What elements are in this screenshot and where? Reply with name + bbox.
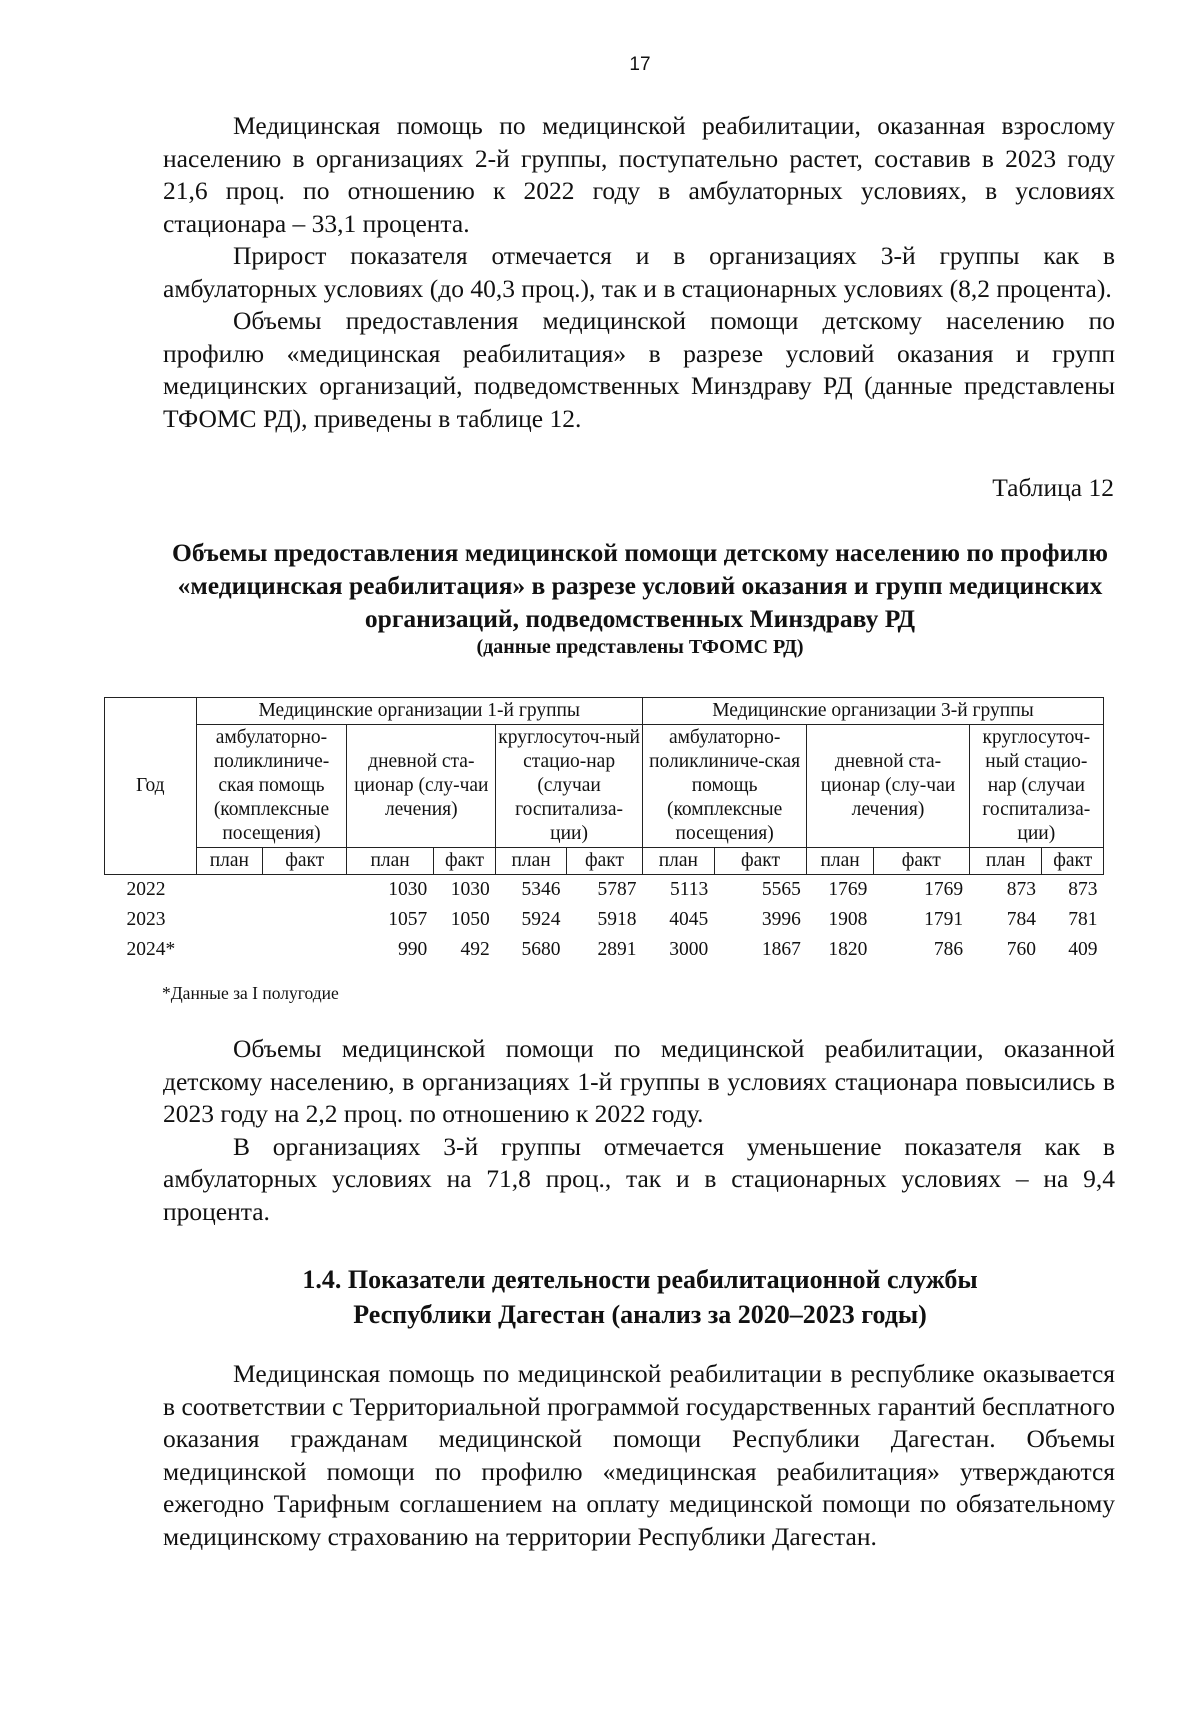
table-row [105,905,1104,935]
paragraph: Медицинская помощь по медицинской реабилитации в республике оказывается в соответствии с Территориальной программой государственных гарантий бесплатного оказания гражданам медицинской помощи Республики Дагестан. Объемы медицинской помощи по профилю «медицинская реабилитация» утверждаются ежегодно Тарифным соглашением на оплату медицинской помощи по обязательному медицинскому страхованию на территории Республики Дагестан. [163,1359,1115,1551]
paragraph: Объемы медицинской помощи по медицинской реабилитации, оказанной детскому населению, в организациях 1-й группы в условиях стационара повысились в 2023 году на 2,2 проц. по отношению к 2022 году. [163,1034,1115,1128]
fact-header: факт [714,848,807,875]
table-title: Объемы предоставления медицинской помощи детскому населению по профилю «медицинская реабилитация» в разрезе условий оказания и групп медицинских организаций, подведомственных Минздраву РД [172,538,1108,633]
cell: 1867 [761,939,801,960]
cell: 784 [1006,909,1036,930]
cell: 5565 [761,879,801,900]
plan-header: план [642,848,714,875]
group3-header: Медицинские организации 3-й группы [642,698,1103,725]
cell: 5787 [597,879,637,900]
sub-header: круглосуточ-ный стацио-нар (случаи госпитализа-ции) [969,725,1103,848]
sub-header: дневной ста-ционар (слу-чаи лечения) [347,725,496,848]
plan-header: план [347,848,433,875]
year-cell: 2024* [126,939,176,960]
paragraph: В организациях 3-й группы отмечается уменьшение показателя как в амбулаторных условиях на 71,8 проц., так и в стационарных условиях – на 9,4 процента. [163,1131,1115,1226]
cell [263,875,347,906]
paragraph: Объемы предоставления медицинской помощи детскому населению по профилю «медицинская реабилитация» в разрезе условий оказания и групп медицинских организаций, подведомственных Минздраву РД (данные представлены ТФОМС РД), приведены в таблице 12. [163,306,1115,433]
table-label: Таблица 12 [992,473,1114,502]
fact-header: факт [263,848,347,875]
cell: 1791 [924,909,964,930]
cell: 5346 [521,879,561,900]
cell: 3996 [761,909,801,930]
intro-text [163,110,1115,435]
plan-header: план [196,848,263,875]
cell: 2891 [597,939,637,960]
fact-header: факт [1042,848,1104,875]
paragraph: Прирост показателя отмечается и в организациях 3-й группы как в амбулаторных условиях (до 40,3 проц.), так и в стационарных условиях (8,2 процента). [163,241,1115,303]
after-table-text [163,1033,1115,1228]
table-row [105,875,1104,906]
plan-header: план [496,848,567,875]
section-heading [160,1262,1120,1332]
cell: 3000 [669,939,709,960]
cell [196,935,263,965]
cell: 1820 [828,939,868,960]
cell: 873 [1006,879,1036,900]
cell: 1030 [388,879,428,900]
cell: 5680 [521,939,561,960]
cell [263,905,347,935]
paragraph: Медицинская помощь по медицинской реабилитации, оказанная взрослому населению в организациях 2-й группы, поступательно растет, составив в 2023 году 21,6 проц. по отношению к 2022 году в амбулаторных условиях, в условиях стационара – 33,1 процента. [163,111,1115,238]
section-heading-line: Республики Дагестан (анализ за 2020–2023 годы) [353,1300,927,1329]
cell: 1030 [450,879,490,900]
sub-header: амбулаторно-поликлиниче-ская помощь (комплексные посещения) [642,725,806,848]
cell: 492 [460,939,490,960]
cell [196,875,263,906]
fact-header: факт [433,848,495,875]
table-subtitle: (данные представлены ТФОМС РД) [476,636,804,658]
plan-header: план [807,848,874,875]
year-cell: 2023 [126,909,166,930]
cell [196,905,263,935]
cell: 873 [1068,879,1098,900]
sub-header: амбулаторно-поликлиниче-ская помощь (комплексные посещения) [196,725,347,848]
cell: 990 [398,939,428,960]
cell: 781 [1068,909,1098,930]
cell: 409 [1068,939,1098,960]
group1-header: Медицинские организации 1-й группы [196,698,642,725]
sub-header: дневной ста-ционар (слу-чаи лечения) [807,725,969,848]
cell: 1057 [388,909,428,930]
table-row [105,935,1104,965]
cell: 1769 [924,879,964,900]
table-footnote: *Данные за I полугодие [162,983,339,1003]
fact-header: факт [873,848,969,875]
year-cell: 2022 [126,879,166,900]
section-text [163,1358,1115,1553]
fact-header: факт [566,848,642,875]
cell: 5918 [597,909,637,930]
cell: 1908 [828,909,868,930]
cell: 1769 [828,879,868,900]
year-header: Год [105,698,197,875]
cell: 4045 [669,909,709,930]
cell: 5113 [669,879,709,900]
page-number: 17 [629,54,651,75]
cell: 5924 [521,909,561,930]
cell: 760 [1006,939,1036,960]
cell [263,935,347,965]
plan-header: план [969,848,1042,875]
cell: 786 [933,939,964,960]
data-table [104,697,1104,965]
section-heading-line: 1.4. Показатели деятельности реабилитационной службы [302,1265,978,1294]
cell: 1050 [450,909,490,930]
sub-header: круглосуточ-ный стацио-нар (случаи госпитализа-ции) [496,725,643,848]
